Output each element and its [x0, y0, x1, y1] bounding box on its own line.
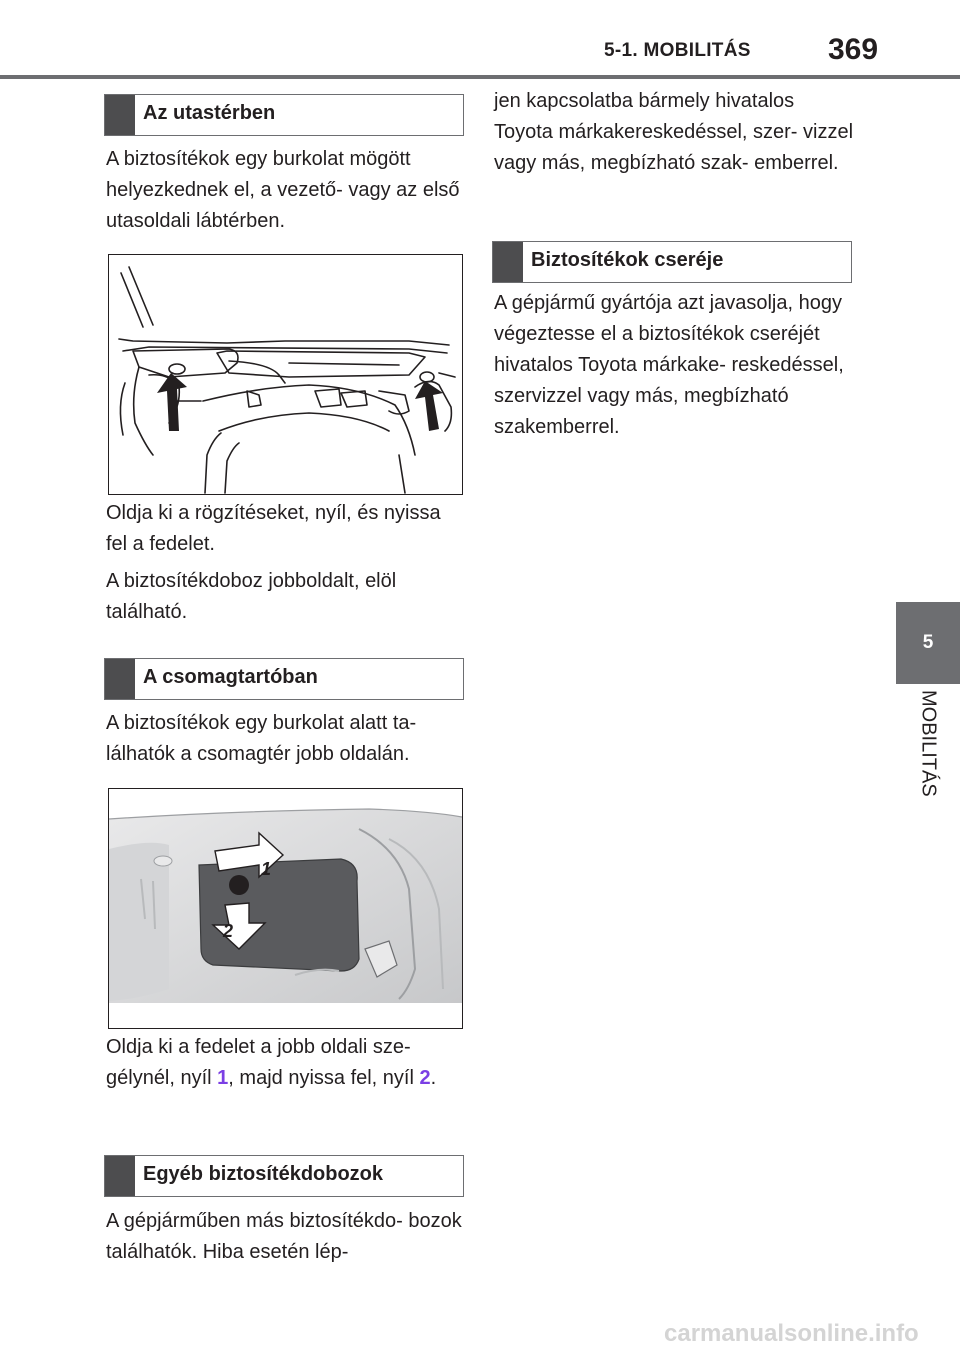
arrow-2-label: 2	[223, 921, 234, 941]
paragraph-open-cover	[106, 1032, 466, 1094]
chapter-tab: 5	[896, 602, 960, 684]
heading-box-trunk	[104, 658, 464, 700]
paragraph-trunk-location: A biztosítékok egy burkolat alatt ta- lálhatók a csomagtér jobb oldalán.	[106, 712, 417, 765]
header-rule	[0, 75, 960, 79]
arrow-1-label: 1	[261, 859, 272, 879]
chapter-label: MOBILITÁS	[917, 690, 940, 797]
heading-box-other	[104, 1155, 464, 1197]
paragraph-open-cover-c: .	[430, 1067, 437, 1089]
heading-replacement: Biztosítékok cseréje	[531, 249, 724, 271]
heading-bar	[105, 659, 135, 699]
paragraph-fusebox-location: A biztosítékdoboz jobboldalt, elöl található.	[106, 570, 397, 623]
heading-cabin: Az utastérben	[143, 102, 276, 124]
dashboard-illustration	[109, 255, 462, 494]
paragraph-open-cover-a: Oldja ki a fedelet a jobb oldali sze- gélynél, nyíl	[106, 1036, 411, 1089]
section-title: 5-1. MOBILITÁS	[604, 40, 751, 61]
heading-box-cabin	[104, 94, 464, 136]
paragraph-open-cover-b: , majd nyissa fel, nyíl	[228, 1067, 420, 1089]
reference-1: 1	[217, 1067, 229, 1089]
heading-box-replacement	[492, 241, 852, 283]
heading-trunk: A csomagtartóban	[143, 666, 318, 688]
watermark: carmanualsonline.info	[664, 1320, 919, 1347]
trunk-illustration	[109, 789, 462, 1028]
arrow-left-icon	[157, 373, 187, 431]
figure-dashboard-cover	[108, 254, 463, 495]
reference-2: 2	[419, 1067, 431, 1089]
paragraph-contact-dealer: jen kapcsolatba bármely hivatalos Toyota márkakereskedéssel, szer- vizzel vagy más, megbízható szak- emberrel.	[494, 90, 854, 174]
figure-trunk-cover	[108, 788, 463, 1029]
heading-bar	[105, 95, 135, 135]
arrow-right-icon	[415, 381, 443, 431]
heading-bar	[105, 1156, 135, 1196]
page-number: 369	[828, 33, 879, 66]
paragraph-cabin-location: A biztosítékok egy burkolat mögött helyezkednek el, a vezető- vagy az első utasoldali lábtérben.	[106, 148, 460, 232]
paragraph-replacement-advice: A gépjármű gyártója azt javasolja, hogy végeztesse el a biztosítékok cseréjét hivatalos Toyota márkake- reskedéssel, szervizzel vagy más, megbízható szakemberrel.	[494, 292, 844, 438]
paragraph-other-fuseboxes: A gépjárműben más biztosítékdo- bozok találhatók. Hiba esetén lép-	[106, 1210, 462, 1263]
heading-other: Egyéb biztosítékdobozok	[143, 1163, 384, 1185]
heading-bar	[493, 242, 523, 282]
paragraph-release-clips: Oldja ki a rögzítéseket, nyíl, és nyissa fel a fedelet.	[106, 502, 441, 555]
